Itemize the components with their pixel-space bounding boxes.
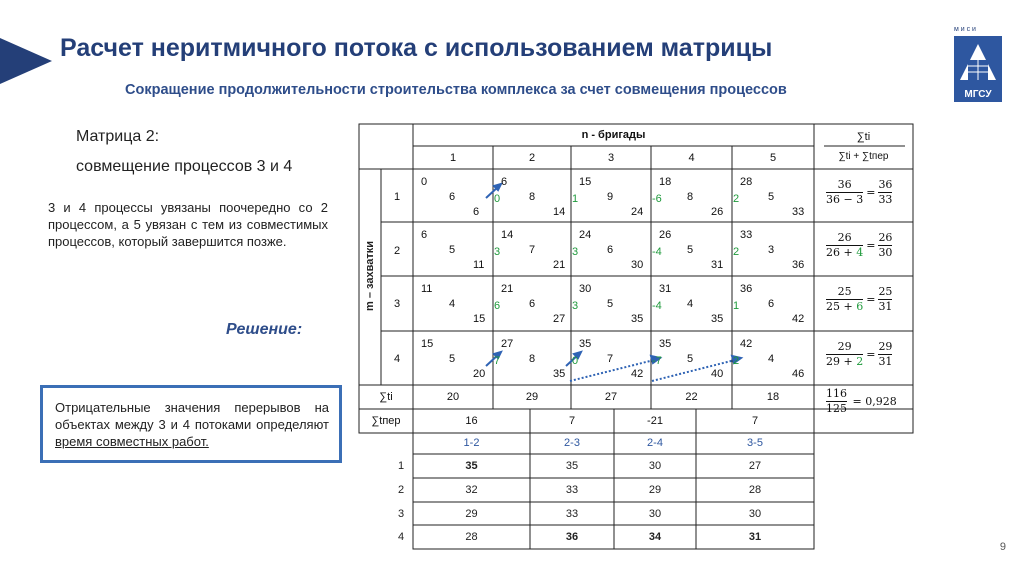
frac-left-den-green: 6	[856, 300, 864, 313]
sum-value: 22	[685, 391, 698, 403]
frac-right-den: 31	[878, 300, 893, 313]
sum-value: 27	[604, 391, 618, 403]
cell-start: 35	[659, 338, 672, 350]
bottom-cell: 35	[465, 460, 478, 472]
note-text: Отрицательные значения перерывов на объектах между 3 и 4 потоками определяют	[55, 400, 329, 432]
col-number-3: 3	[607, 152, 615, 164]
frac-right-den: 31	[878, 355, 893, 368]
cell-end: 40	[711, 368, 724, 380]
frac-left-den	[826, 301, 863, 313]
equals-sign: =	[866, 239, 876, 252]
cell-gap: 1	[572, 193, 579, 205]
cell-gap: 3	[494, 246, 501, 258]
row-number-2: 2	[393, 245, 401, 257]
cell-gap: -7	[652, 355, 662, 367]
equals-sign: =	[866, 293, 876, 306]
cell-duration: 5	[768, 191, 775, 203]
cell-end: 14	[553, 206, 566, 218]
bottom-cell: 32	[465, 484, 478, 496]
frac-left-den-green: 4	[856, 246, 864, 259]
frac-left-den-base: 26 +	[826, 246, 857, 259]
bottom-cell: 27	[748, 460, 762, 472]
tper-value: -21	[647, 415, 663, 427]
cell-gap: -6	[652, 193, 662, 205]
cell-start: 15	[421, 338, 434, 350]
solution-label: Решение:	[226, 321, 303, 338]
row-number-4: 4	[393, 353, 401, 365]
final-num: 116	[826, 387, 847, 400]
frac-right-num: 26	[878, 231, 893, 244]
frac-left-den-green: 2	[856, 355, 864, 368]
frac-left-den	[826, 247, 863, 259]
cell-gap: 7	[494, 355, 501, 367]
cell-start: 30	[579, 283, 592, 295]
col-number-5: 5	[769, 152, 777, 164]
cell-gap: 0	[494, 193, 501, 205]
final-result: = 0,928	[852, 395, 897, 408]
cell-end: 33	[792, 206, 805, 218]
bottom-cell: 29	[648, 484, 662, 496]
pair-header: 3-5	[747, 437, 763, 449]
cell-start: 0	[421, 176, 428, 188]
cell-duration: 8	[529, 191, 536, 203]
bottom-cell: 30	[648, 508, 662, 520]
page-subtitle: Сокращение продолжительности строительства комплекса за счет совмещения процессов	[125, 82, 787, 98]
ratio-fraction	[826, 232, 892, 259]
cell-end: 20	[473, 368, 486, 380]
bottom-cell: 34	[648, 531, 662, 543]
cell-end: 46	[792, 368, 805, 380]
cell-duration: 8	[529, 353, 536, 365]
logo-text: МГСУ	[954, 88, 1002, 102]
sum-header-bottom: ∑ti + ∑tпер	[838, 151, 889, 162]
cell-gap: 1	[733, 300, 740, 312]
row-number-1: 1	[393, 191, 401, 203]
cell-gap: 2	[733, 193, 740, 205]
explanation-paragraph: 3 и 4 процессы увязаны поочередно со 2 процессом, а 5 увязан с тем из совместимых процессов, который завершится позже.	[48, 200, 328, 249]
cell-gap: 0	[572, 355, 579, 367]
cell-start: 35	[579, 338, 592, 350]
sum-value: 20	[446, 391, 460, 403]
tper-value: 16	[465, 415, 478, 427]
cell-end: 26	[711, 206, 724, 218]
cell-end: 27	[553, 313, 566, 325]
frac-right-den: 33	[878, 193, 893, 206]
equals-sign: =	[866, 186, 876, 199]
cell-end: 15	[473, 313, 486, 325]
frac-left-den-base: 25 +	[826, 300, 857, 313]
cell-duration: 8	[687, 191, 694, 203]
cell-start: 27	[501, 338, 514, 350]
cell-duration: 4	[449, 298, 456, 310]
page-title: Расчет неритмичного потока с использованием матрицы	[60, 34, 773, 62]
cell-end: 36	[792, 259, 805, 271]
sum-value: 18	[766, 391, 780, 403]
sum-header-top: ∑ti	[856, 131, 871, 143]
cell-gap: -4	[652, 246, 662, 258]
cell-start: 36	[740, 283, 753, 295]
tper-value: 7	[568, 415, 576, 427]
page-number: 9	[999, 541, 1006, 553]
cell-end: 11	[473, 259, 485, 271]
captures-header: m – захватки	[364, 241, 376, 311]
cell-start: 33	[740, 229, 753, 241]
col-number-1: 1	[449, 152, 457, 164]
ratio-fraction	[826, 341, 892, 368]
cell-duration: 5	[687, 353, 694, 365]
cell-end: 35	[631, 313, 644, 325]
cell-duration: 9	[607, 191, 614, 203]
cell-gap: 2	[733, 246, 740, 258]
cell-end: 35	[711, 313, 724, 325]
row-number-3: 3	[393, 298, 401, 310]
bottom-row-number: 4	[397, 531, 405, 543]
bottom-row-number: 3	[397, 508, 405, 520]
cell-start: 15	[579, 176, 592, 188]
bottom-cell: 33	[565, 508, 579, 520]
final-fraction	[826, 388, 897, 415]
logo-top-letters: м и с и	[954, 26, 976, 33]
bottom-cell: 28	[748, 484, 762, 496]
col-number-4: 4	[688, 152, 695, 164]
cell-duration: 7	[607, 353, 614, 365]
bottom-row-number: 2	[397, 484, 405, 496]
bottom-cell: 30	[748, 508, 762, 520]
cell-end: 6	[473, 206, 480, 218]
cell-start: 14	[501, 229, 514, 241]
bottom-cell: 33	[565, 484, 579, 496]
matrix-label: Матрица 2:	[76, 128, 160, 145]
cell-duration: 7	[529, 244, 536, 256]
frac-left-den	[826, 356, 863, 368]
frac-left-num: 29	[837, 340, 852, 353]
cell-start: 26	[659, 229, 672, 241]
cell-end: 42	[631, 368, 644, 380]
cell-end: 30	[631, 259, 644, 271]
cell-start: 31	[659, 283, 672, 295]
cell-end: 35	[553, 368, 566, 380]
frac-left-num: 36	[837, 178, 852, 191]
cell-start: 28	[740, 176, 753, 188]
cell-end: 42	[792, 313, 805, 325]
tper-label: ∑tпер	[371, 415, 401, 427]
cell-start: 6	[421, 229, 428, 241]
frac-right-num: 36	[878, 178, 893, 191]
cell-duration: 6	[449, 191, 456, 203]
cell-start: 11	[421, 283, 433, 295]
cell-end: 31	[711, 259, 724, 271]
frac-left-num: 25	[837, 285, 852, 298]
sum-value: 29	[525, 391, 539, 403]
bottom-cell: 35	[565, 460, 579, 472]
cell-start: 42	[740, 338, 753, 350]
matrix-description: совмещение процессов 3 и 4	[76, 158, 293, 175]
bottom-row-number: 1	[397, 460, 405, 472]
cell-duration: 6	[607, 244, 614, 256]
tper-value: 7	[751, 415, 759, 427]
ratio-fraction	[826, 286, 892, 313]
pair-header: 1-2	[463, 437, 480, 449]
cell-duration: 4	[768, 353, 775, 365]
equals-sign: =	[866, 348, 876, 361]
frac-right-num: 25	[878, 285, 893, 298]
cell-duration: 5	[607, 298, 614, 310]
cell-gap: 6	[494, 300, 501, 312]
bottom-cell: 28	[465, 531, 478, 543]
final-den: 125	[826, 402, 847, 415]
cell-start: 6	[501, 176, 508, 188]
bottom-cell: 30	[648, 460, 662, 472]
cell-gap: 3	[572, 300, 579, 312]
cell-duration: 6	[529, 298, 536, 310]
frac-left-den	[826, 194, 863, 206]
cell-duration: 3	[768, 244, 775, 256]
cell-start: 24	[579, 229, 592, 241]
arrows	[486, 184, 741, 381]
frac-right-den: 30	[878, 246, 893, 259]
note-underlined: время совместных работ.	[55, 434, 209, 449]
col-number-2: 2	[528, 152, 536, 164]
ratio-fraction	[826, 179, 892, 206]
bottom-cell: 29	[465, 508, 478, 520]
cell-end: 21	[553, 259, 566, 271]
brigades-header: n - бригады	[581, 129, 646, 141]
bottom-cell: 36	[565, 531, 579, 543]
cell-duration: 6	[768, 298, 775, 310]
cell-gap: -4	[652, 300, 662, 312]
bottom-cell: 31	[748, 531, 762, 543]
cell-start: 18	[659, 176, 672, 188]
frac-right-num: 29	[878, 340, 893, 353]
frac-left-num: 26	[837, 231, 852, 244]
cell-duration: 5	[449, 353, 456, 365]
cell-duration: 5	[449, 244, 456, 256]
sum-row-label: ∑ti	[379, 391, 393, 403]
frac-left-den-base: 29 +	[826, 355, 857, 368]
cell-end: 24	[631, 206, 644, 218]
pair-header: 2-3	[564, 437, 580, 449]
cell-duration: 5	[687, 244, 694, 256]
cell-gap: 2	[733, 355, 740, 367]
cell-start: 21	[501, 283, 514, 295]
frac-left-den-base: 36 − 3	[826, 193, 864, 206]
pair-header: 2-4	[647, 437, 663, 449]
cell-duration: 4	[687, 298, 694, 310]
cell-gap: 3	[572, 246, 579, 258]
